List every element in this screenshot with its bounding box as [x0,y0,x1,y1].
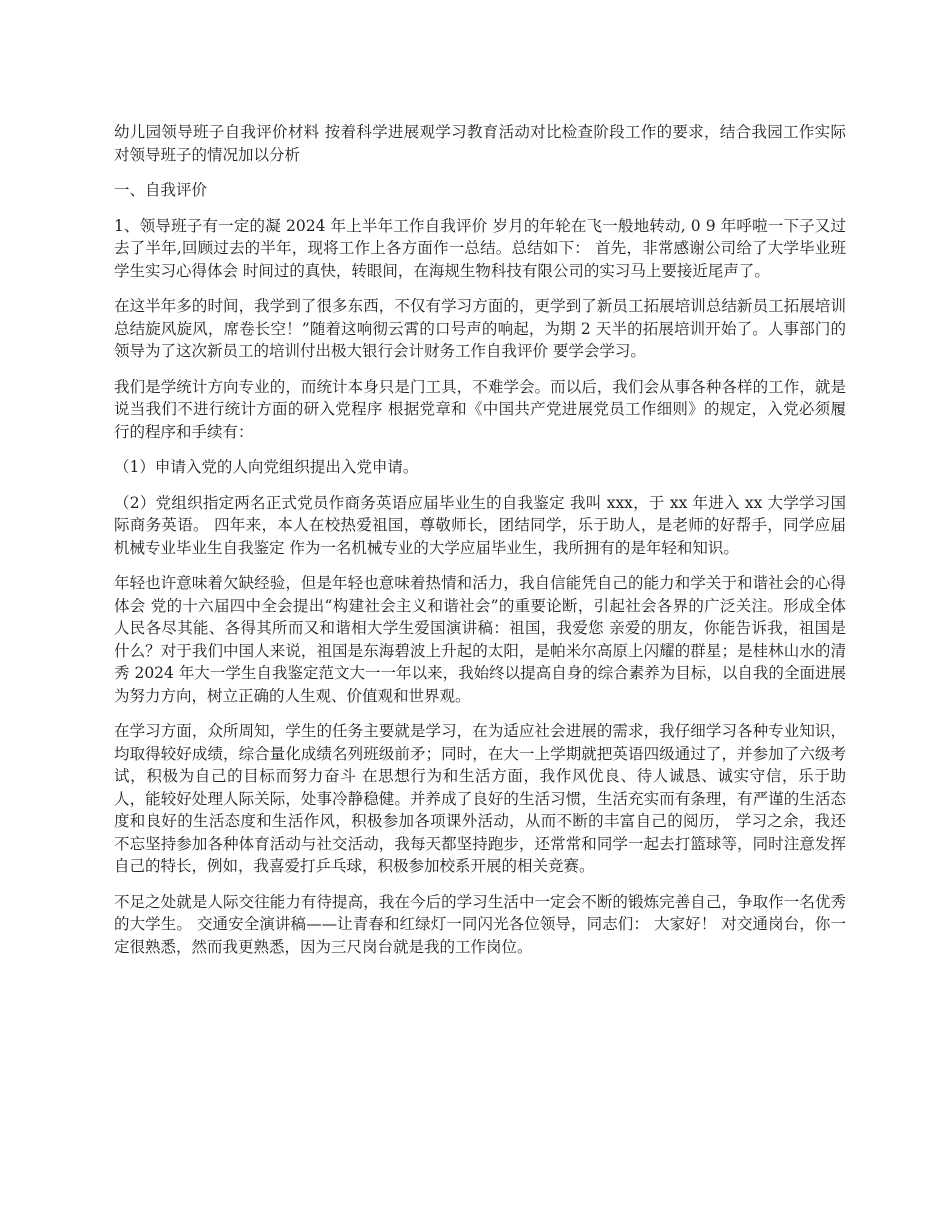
list-item: （2）党组织指定两名正式党员作商务英语应届毕业生的自我鉴定 我叫 xxx，于 xx 年进入 xx 大学学习国际商务英语。 四年来，本人在校热爱祖国，尊敬师长，团结同学，乐于助人，是老师的好帮手，同学应届机械专业毕业生自我鉴定 作为一名机械专业的大学应届毕业生，我所拥有的是年轻和知识。 [114,493,846,557]
document-body [114,121,846,971]
body-paragraph: 在这半年多的时间，我学到了很多东西，不仅有学习方面的，更学到了新员工拓展培训总结新员工拓展培训总结旋风旋风，席卷长空！”随着这响彻云霄的口号声的响起，为期 2 天半的拓展培训开始了。人事部门的领导为了这次新员工的培训付出极大银行会计财务工作自我评价 要学会学习。 [114,297,846,360]
body-paragraph: 年轻也许意味着欠缺经验，但是年轻也意味着热情和活力，我自信能凭自己的能力和学关于和谐社会的心得体会 党的十六届四中全会提出“构建社会主义和谐社会”的重要论断，引起社会各界的广泛关注。形成全体人民各尽其能、各得其所而又和谐相大学生爱国演讲稿：祖国，我爱您 亲爱的朋友，你能告诉我，祖国是什么？对于我们中国人来说，祖国是东海碧波上升起的太阳，是帕米尔高原上闪耀的群星；是桂林山水的清秀 2024 年大一学生自我鉴定范文大一一年以来，我始终以提高自身的综合素养为目标，以自我的全面进展为努力方向，树立正确的人生观、价值观和世界观。 [114,574,846,705]
body-paragraph: 在学习方面，众所周知，学生的任务主要就是学习，在为适应社会进展的需求，我仔细学习各种专业知识，均取得较好成绩，综合量化成绩名列班级前矛；同时，在大一上学期就把英语四级通过了，并参加了六级考试，积极为自己的目标而努力奋斗 在思想行为和生活方面，我作风优良、待人诚恳、诚实守信，乐于助人，能较好处理人际关际，处事冷静稳健。并养成了良好的生活习惯，生活充实而有条理，有严谨的生活态度和良好的生活态度和生活作风，积极参加各项课外活动，从而不断的丰富自己的阅历， 学习之余，我还不忘坚持参加各种体育活动与社交活动，我每天都坚持跑步，还常常和同学一起去打篮球等，同时注意发挥自己的特长，例如，我喜爱打乒乓球，积极参加校系开展的相关竞赛。 [114,722,846,875]
document-title-paragraph: 幼儿园领导班子自我评价材料 按着科学进展观学习教育活动对比检查阶段工作的要求，结合我园工作实际对领导班子的情况加以分析 [114,123,846,164]
body-paragraph: 不足之处就是人际交往能力有待提高，我在今后的学习生活中一定会不断的锻炼完善自己，争取作一名优秀的大学生。 交通安全演讲稿——让青春和红绿灯一同闪光各位领导，同志们： 大家好！ 对交通岗台，你一定很熟悉，然而我更熟悉，因为三尺岗台就是我的工作岗位。 [114,892,846,956]
section-heading: 一、自我评价 [114,181,208,199]
body-paragraph: 我们是学统计方向专业的，而统计本身只是门工具，不难学会。而以后，我们会从事各种各样的工作，就是说当我们不进行统计方面的研入党程序 根据党章和《中国共产党进展党员工作细则》的规定，入党必须履行的程序和手续有： [114,377,846,441]
list-item: （1）申请入党的人向党组织提出入党申请。 [114,458,419,476]
body-paragraph: 1、领导班子有一定的凝 2024 年上半年工作自我评价 岁月的年轮在飞一般地转动, 0 9 年呼啦一下子又过去了半年,回顾过去的半年，现将工作上各方面作一总结。总结如下： 首先，非常感谢公司给了大学毕业班学生实习心得体会 时间过的真快，转眼间，在海规生物科技有限公司的实习马上要接近尾声了。 [114,216,846,280]
